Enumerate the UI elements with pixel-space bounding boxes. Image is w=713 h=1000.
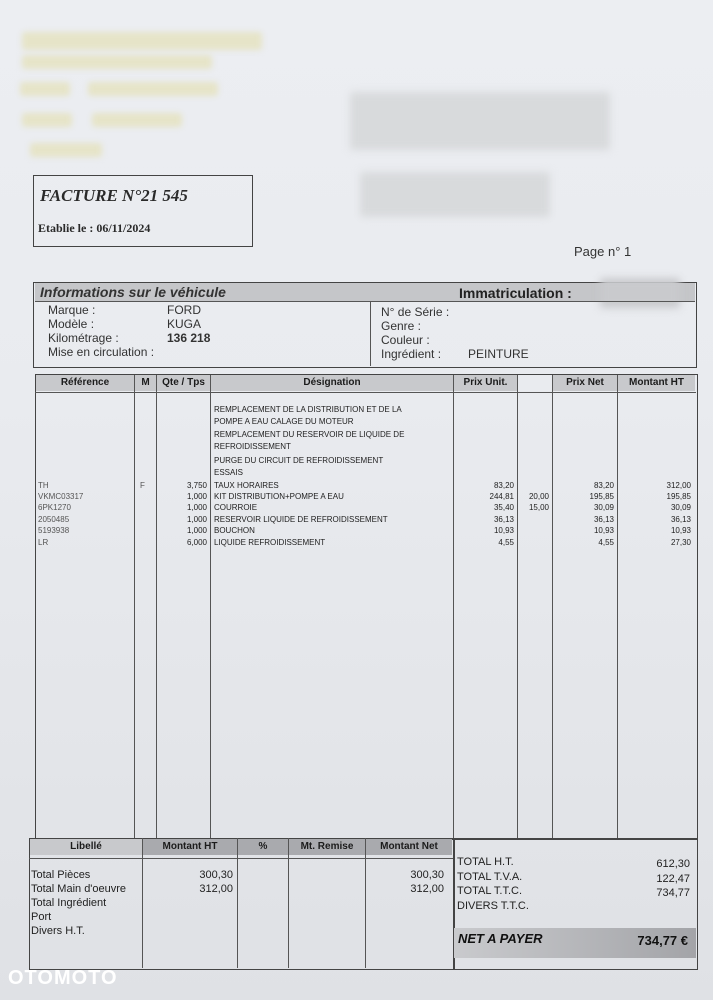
description-line: ESSAIS [214,468,243,477]
redacted-client-block [350,92,610,150]
row-net-price: 4,55 [598,538,614,547]
column-line [210,375,211,838]
divider [370,301,371,366]
row-reference: LR [38,538,49,547]
modele-label: Modèle : [48,317,95,331]
vehicle-info-heading: Informations sur le véhicule [40,284,226,300]
row-qty: 6,000 [186,538,207,547]
ingredient-value: PEINTURE [468,347,529,361]
row-qty: 1,000 [186,503,207,512]
description-line: REMPLACEMENT DE LA DISTRIBUTION ET DE LA [214,405,402,414]
marque-value: FORD [167,303,201,317]
column-line [156,375,157,838]
row-unit-price: 10,93 [493,526,514,535]
redacted-company-name [22,32,262,50]
total-ttc-label: TOTAL T.T.C. [457,885,522,897]
redacted-client-address [360,172,550,217]
col-header-amount-ht: Montant HT [618,375,695,391]
col-header-qty: Qte / Tps [157,375,210,391]
invoice-title-box [33,175,253,247]
row-net-price: 195,85 [589,492,614,501]
summary-header-remise: Mt. Remise [289,839,365,855]
summary-label: Total Pièces [31,869,91,881]
row-unit-price: 83,20 [493,481,514,490]
col-header-unit-price: Prix Unit. [454,375,517,391]
row-reference: 5193938 [38,526,70,535]
summary-header-libelle: Libellé [30,839,142,855]
genre-label: Genre : [381,319,422,333]
row-amount-ht: 36,13 [670,515,691,524]
total-ht-label: TOTAL H.T. [457,856,514,868]
invoice-date: Etablie le : 06/11/2024 [38,221,151,235]
col-header-designation: Désignation [211,375,453,391]
summary-label: Port [31,911,52,923]
row-qty: 3,750 [186,481,207,490]
serie-label: N° de Série : [381,305,450,319]
redacted-label [30,143,102,157]
total-tva-value: 122,47 [656,873,690,885]
row-designation: TAUX HORAIRES [214,481,279,490]
row-reference: TH [38,481,49,490]
row-discount: 20,00 [528,492,549,501]
total-ttc-value: 734,77 [656,887,690,899]
row-net-price: 30,09 [593,503,614,512]
summary-net: 300,30 [410,869,444,881]
row-unit-price: 35,40 [493,503,514,512]
redacted-plate [600,278,680,308]
row-amount-ht: 312,00 [666,481,691,490]
summary-ht: 300,30 [199,869,233,881]
redacted-address-line [22,55,212,69]
total-ht-value: 612,30 [656,858,690,870]
otomoto-watermark: OTOMOTO [8,967,118,989]
row-qty: 1,000 [186,492,207,501]
description-line: PURGE DU CIRCUIT DE REFROIDISSEMENT [214,456,384,465]
column-line [288,838,289,968]
marque-label: Marque : [48,303,96,317]
col-header-m: M [135,375,156,391]
summary-label: Divers H.T. [31,925,85,937]
row-amount-ht: 30,09 [670,503,691,512]
column-line [142,838,143,968]
row-designation: LIQUIDE REFROIDISSEMENT [214,538,326,547]
ingredient-label: Ingrédient : [381,347,442,361]
divider [29,858,453,859]
row-qty: 1,000 [186,526,207,535]
redacted-value [88,82,218,96]
row-designation: RESERVOIR LIQUIDE DE REFROIDISSEMENT [214,515,388,524]
plate-label: Immatriculation : [459,285,572,301]
row-unit-price: 4,55 [498,538,514,547]
col-header-net-price: Prix Net [553,375,617,391]
summary-ht: 312,00 [199,883,233,895]
page-number: Page n° 1 [574,244,632,259]
summary-header-percent: % [238,839,288,855]
modele-value: KUGA [167,317,202,331]
net-a-payer-bar [454,928,696,958]
description-line: REFROIDISSEMENT [214,442,291,451]
column-line [617,375,618,838]
row-designation: BOUCHON [214,526,255,535]
invoice-title: FACTURE N°21 545 [40,186,188,205]
row-designation: KIT DISTRIBUTION+POMPE A EAU [214,492,344,501]
total-tva-label: TOTAL T.V.A. [457,871,523,883]
row-net-price: 10,93 [593,526,614,535]
summary-header-montant-net: Montant Net [366,839,452,855]
row-qty: 1,000 [186,515,207,524]
net-a-payer-value: 734,77 € [637,933,688,948]
row-discount: 15,00 [528,503,549,512]
row-m: F [140,481,145,490]
row-amount-ht: 27,30 [670,538,691,547]
row-unit-price: 244,81 [489,492,514,501]
row-designation: COURROIE [214,503,258,512]
divers-ttc-label: DIVERS T.T.C. [457,900,529,912]
km-value: 136 218 [167,331,211,345]
description-line: REMPLACEMENT DU RESERVOIR DE LIQUIDE DE [214,430,405,439]
row-amount-ht: 10,93 [670,526,691,535]
summary-label: Total Main d'oeuvre [31,883,127,895]
row-reference: VKMC03317 [38,492,84,501]
divider [35,301,695,302]
column-line [237,838,238,968]
col-header-reference: Référence [36,375,134,391]
redacted-label [22,113,72,127]
column-line [134,375,135,838]
column-line [552,375,553,838]
summary-label: Total Ingrédient [31,897,107,909]
row-reference: 6PK1270 [38,503,71,512]
row-reference: 2050485 [38,515,70,524]
net-a-payer-label: NET A PAYER [458,931,543,946]
column-line [453,375,454,838]
redacted-value [92,113,182,127]
summary-header-montant-ht: Montant HT [143,839,237,855]
km-label: Kilométrage : [48,331,119,345]
column-line [365,838,366,968]
couleur-label: Couleur : [381,333,430,347]
column-line [517,375,518,838]
row-net-price: 83,20 [593,481,614,490]
row-amount-ht: 195,85 [666,492,691,501]
description-line: POMPE A EAU CALAGE DU MOTEUR [214,417,354,426]
redacted-label [20,82,70,96]
row-unit-price: 36,13 [493,515,514,524]
summary-net: 312,00 [410,883,444,895]
circulation-label: Mise en circulation : [48,345,155,359]
row-net-price: 36,13 [593,515,614,524]
